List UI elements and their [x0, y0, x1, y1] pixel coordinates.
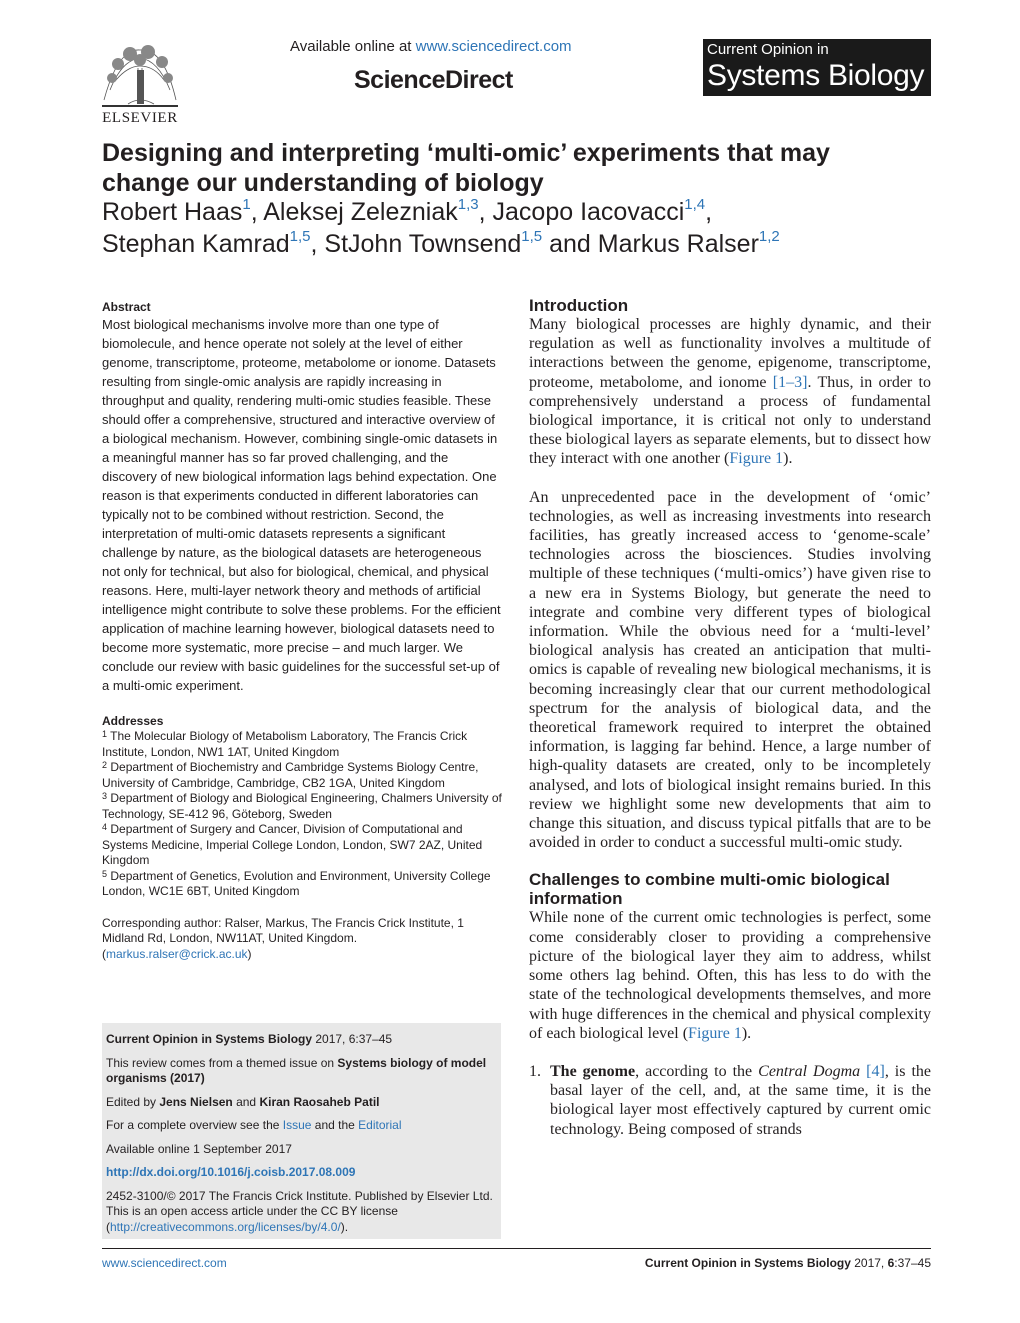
author-name: Markus Ralser — [597, 230, 759, 258]
address-item: $^2$ Department of Biochemistry and Cambridge Systems Biology Centre, University of Cambridge, Cambridge, CB2 1GA, United Kingdom — [102, 760, 479, 790]
available-prefix: Available online at — [290, 38, 416, 55]
author-name: StJohn Townsend — [324, 230, 522, 258]
figure-link[interactable]: Figure 1 — [688, 1024, 742, 1042]
author-name: Jacopo Iacovacci — [492, 198, 685, 226]
author-affiliation[interactable]: 1 — [242, 196, 251, 213]
box-doi — [106, 1165, 495, 1181]
figure-link[interactable]: Figure 1 — [729, 450, 784, 468]
reference-link[interactable]: [1–3] — [772, 373, 808, 391]
corresponding-email-link[interactable]: markus.ralser@crick.ac.uk — [106, 946, 248, 961]
box-themed-issue: This review comes from a themed issue on Systems biology of model organisms (2017) — [106, 1055, 487, 1085]
reference-link[interactable]: [4] — [866, 1062, 885, 1080]
author-affiliation[interactable]: 1,2 — [758, 228, 780, 245]
abstract-text: Most biological mechanisms involve more than one type of biomolecule, and hence operate not solely at the level of either genome, transcriptome, proteome, metabolome or ionome. Datasets resulting from single-omic analysis are rapidly increasing in throughput and quality, rendering multi-omic studies feasible. These should offer a comprehensive, structured and interactive overview of a biological mechanism. However, combining single-omic datasets in a meaningful manner has so far proved challenging, and the discovery of new biological information lags behind expectation. One reason is that experiments conducted in different laboratories can typically not to be combined without restriction. Second, the interpretation of multi-omic datasets represents a significant challenge by nature, as the biological datasets are heterogeneous not only for technical, but also for biological, chemical, and physical reasons. Here, multi-layer network theory and methods of artificial intelligence might contribute to solve these problems. For the efficient application of machine learning however, biological datasets need to become more systematic, more precise – and much larger. We conclude our review with basic guidelines for the successful set-up of a multi-omic experiment. — [102, 317, 501, 693]
doi-link[interactable]: http://dx.doi.org/10.1016/j.coisb.2017.08.009 — [106, 1165, 356, 1179]
intro-paragraph-1: Many biological processes are highly dynamic, and their regulation as well as functionality involves a multitude of interactions between the genome, epigenome, transcriptome, proteome, metabolome, and ionome [1–3]. Thus, in order to comprehensively understand a process of fundamental biological importance, it is critical not only to understand these biological layers as separate elements, but to dissect how they interact with one another (Figure 1). — [529, 316, 931, 468]
author-affiliation[interactable]: 1,5 — [289, 228, 311, 245]
box-editors: Edited by Jens Nielsen and Kiran Raosaheb Patil — [106, 1094, 380, 1109]
address-item: $^4$ Department of Surgery and Cancer, Division of Computational and Systems Medicine, Imperial College London, London, SW7 2AZ, United Kingdom — [102, 822, 483, 867]
license-link[interactable]: http://creativecommons.org/licenses/by/4.0/ — [110, 1219, 341, 1234]
box-citation: Current Opinion in Systems Biology 2017, 6:37–45 — [106, 1032, 393, 1046]
journal-banner — [703, 39, 931, 96]
abstract-heading: Abstract — [102, 300, 151, 314]
introduction-heading: Introduction — [529, 296, 629, 315]
challenges-heading: Challenges to combine multi-omic biological information — [529, 870, 890, 909]
editorial-link[interactable]: Editorial — [358, 1118, 402, 1132]
box-copyright: 2452-3100/© 2017 The Francis Crick Institute. Published by Elsevier Ltd. This is an open access article under the CC BY license (http://creativecommons.org/licenses/by/4.0/). — [106, 1188, 493, 1234]
sciencedirect-logo: ScienceDirect — [354, 66, 513, 94]
author-affiliation[interactable]: 1,5 — [521, 228, 543, 245]
left-column — [102, 300, 502, 962]
addresses-heading: Addresses — [102, 714, 164, 728]
challenges-paragraph-1: While none of the current omic technologies is perfect, some come considerably closer to providing a comprehensive picture of the biological layer they aim to address, whilst some others lag behind. Often, this has less to do with the state of the technological developments themselves, and more with huge differences in the chemical and physical complexity of each biological level (Figure 1). — [529, 909, 931, 1042]
sciencedirect-link[interactable]: www.sciencedirect.com — [415, 38, 572, 55]
article-info-box — [102, 1023, 501, 1239]
address-item: $^5$ Department of Genetics, Evolution and Environment, University College London, WC1E 6BT, United Kingdom — [102, 868, 491, 898]
footer-citation: Current Opinion in Systems Biology 2017, 6:37–45 — [644, 1256, 931, 1270]
journal-banner-line2: Systems Biology — [707, 59, 925, 92]
numbered-list-item: 1. The genome, according to the Central Dogma [4], is the basal layer of the cell, and, at the same time, it is the biological layer most effectively captured by current omic technology. Being composed of strands — [529, 1062, 932, 1138]
article-title: Designing and interpreting ‘multi-omic’ experiments that may change our understanding of biology — [102, 139, 830, 197]
author-name: Aleksej Zelezniak — [263, 198, 458, 226]
corresponding-author: Corresponding author: Ralser, Markus, The Francis Crick Institute, 1 Midland Rd, London, NW11AT, United Kingdom. (markus.ralser@crick.ac.uk) — [102, 915, 464, 961]
author-list: Robert Haas$^1$, Aleksej Zelezniak$^{1,3}$, Jacopo Iacovacci$^{1,4}$, Stephan Kamrad$^{1,5}$, StJohn Townsend$^{1,5}$ and Markus Ralser$^{1,2}$ — [102, 196, 780, 258]
elsevier-wordmark: ELSEVIER — [102, 110, 178, 126]
address-item: $^1$ The Molecular Biology of Metabolism Laboratory, The Francis Crick Institute, London, NW1 1AT, United Kingdom — [102, 729, 468, 759]
list-number: 1. — [529, 1062, 541, 1080]
available-online — [290, 38, 572, 55]
author-affiliation[interactable]: 1,3 — [457, 196, 479, 213]
box-overview: For a complete overview see the Issue and the Editorial — [106, 1118, 402, 1132]
issue-link[interactable]: Issue — [282, 1118, 312, 1132]
footer-site-link[interactable]: www.sciencedirect.com — [102, 1256, 227, 1270]
journal-banner-line1: Current Opinion in — [707, 41, 829, 58]
author-name: Robert Haas — [102, 198, 243, 226]
address-item: $^3$ Department of Biology and Biological Engineering, Chalmers University of Technology, SE-412 96, Göteborg, Sweden — [102, 791, 502, 821]
right-column — [529, 296, 931, 1139]
intro-paragraph-2: An unprecedented pace in the development of ‘omic’ technologies, as well as increasing investments into research facilities, has greatly increased access to ‘genome-scale’ technologies across the biosciences. Studies involving multiple of these techniques (‘multi-omics’) have given rise to a new era in Systems Biology, but generate the need to integrate and combine very different types of biological information. While the obvious need for a ‘multi-level’ biological analysis has created an anticipation that multi-omics is capable of revealing new biological mechanisms, it is becoming increasingly clear that our current methodological spectrum for the analysis of biological data, and the theoretical framework required to interpret the obtained information, is lagging far behind. Hence, a large number of high-quality datasets are created, only to be incompletely analysed, and lots of biological insight remains buried. In this review we highlight some new developments that aim to change this situation, and discuss typical pitfalls that are to be avoided in order to conduct a successful multi-omic study. — [529, 488, 931, 852]
footer-divider — [102, 1248, 931, 1249]
author-affiliation[interactable]: 1,4 — [684, 196, 706, 213]
box-available-online: Available online 1 September 2017 — [106, 1141, 292, 1156]
author-name: Stephan Kamrad — [102, 230, 290, 258]
